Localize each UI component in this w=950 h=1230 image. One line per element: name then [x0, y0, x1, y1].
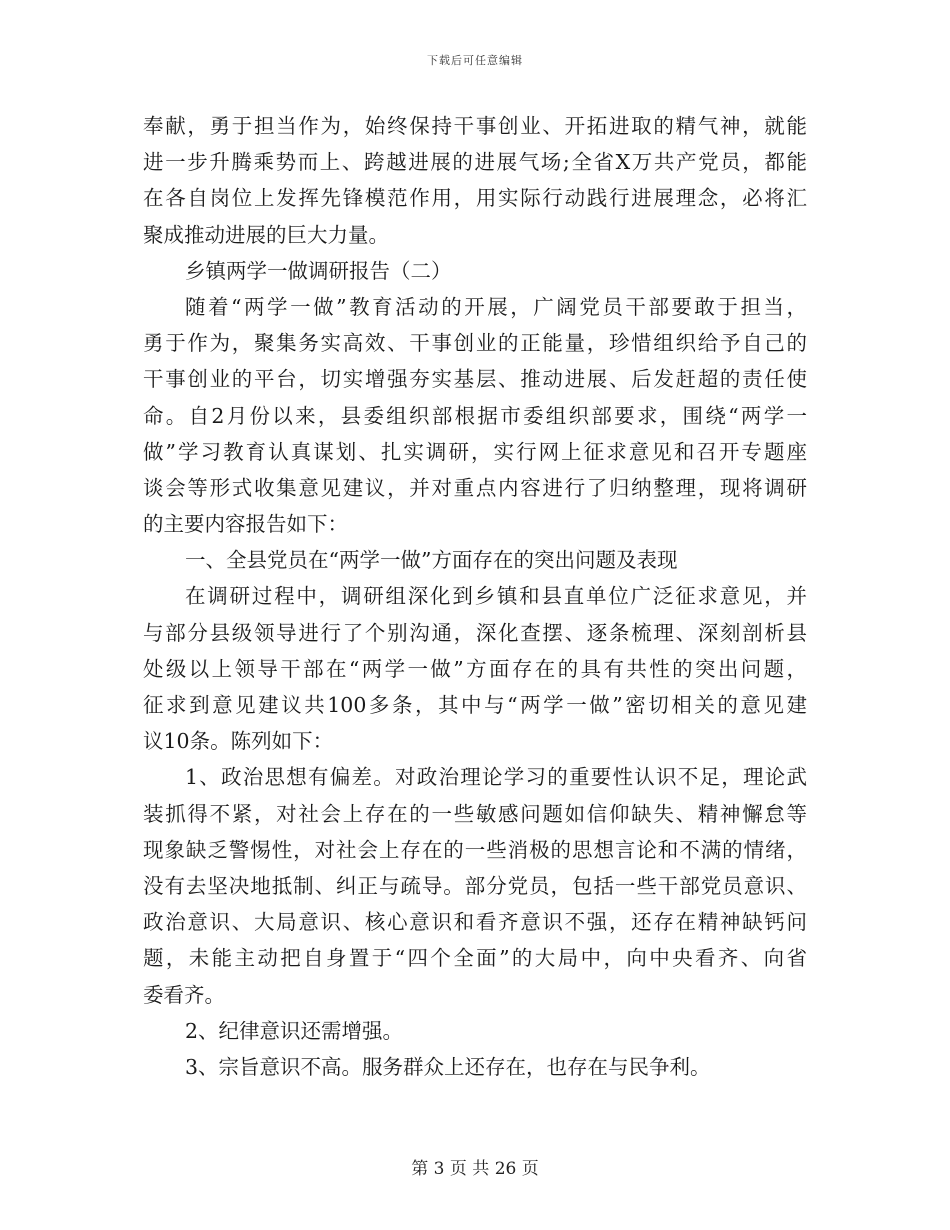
- text-line: 处级以上领导干部在“两学一做”方面存在的具有共性的突出问题，: [143, 656, 807, 681]
- text-line: 一、全县党员在“两学一做”方面存在的突出问题及表现: [185, 548, 678, 573]
- text-line: 3、宗旨意识不高。服务群众上还存在，也存在与民争利。: [185, 1054, 711, 1079]
- text-line: 没有去坚决地抵制、纠正与疏导。部分党员，包括一些干部党员意识、: [143, 873, 807, 898]
- page-header: 下载后可任意编辑: [427, 54, 523, 67]
- text-line: 乡镇两学一做调研报告（二）: [185, 258, 452, 283]
- text-line: 议10条。陈列如下：: [143, 729, 334, 754]
- text-line: 谈会等形式收集意见建议，并对重点内容进行了归纳整理，现将调研: [143, 475, 807, 500]
- text-line: 2、纪律意识还需增强。: [185, 1018, 404, 1043]
- text-line: 在各自岗位上发挥先锋模范作用，用实际行动践行进展理念，必将汇: [143, 186, 807, 211]
- text-line: 题，未能主动把自身置于“四个全面”的大局中，向中央看齐、向省: [143, 946, 807, 971]
- document-body: [143, 108, 807, 1085]
- text-line: 进一步升腾乘势而上、跨越进展的进展气场;全省X万共产党员，都能: [143, 150, 807, 175]
- text-line: 与部分县级领导进行了个别沟通，深化查摆、逐条梳理、深刻剖析县: [143, 620, 807, 645]
- text-line: 征求到意见建议共100多条，其中与“两学一做”密切相关的意见建: [143, 693, 807, 717]
- text-line: 随着“两学一做”教育活动的开展，广阔党员干部要敢于担当，: [185, 294, 807, 319]
- text-line: 1、政治思想有偏差。对政治理论学习的重要性认识不足，理论武: [185, 765, 807, 790]
- text-line: 委看齐。: [143, 982, 225, 1007]
- text-line: 勇于作为，聚集务实高效、干事创业的正能量，珍惜组织给予自己的: [143, 331, 807, 356]
- text-line: 干事创业的平台，切实增强夯实基层、推动进展、后发赶超的责任使: [143, 367, 807, 392]
- text-line: 装抓得不紧，对社会上存在的一些敏感问题如信仰缺失、精神懈怠等: [143, 801, 807, 826]
- text-line: 的主要内容报告如下：: [143, 512, 348, 537]
- text-line: 政治意识、大局意识、核心意识和看齐意识不强，还存在精神缺钙问: [143, 910, 807, 935]
- text-line: 奉献，勇于担当作为，始终保持干事创业、开拓进取的精气神，就能: [143, 114, 807, 138]
- text-line: 命。自2月份以来，县委组织部根据市委组织部要求，围绕“两学一: [143, 403, 807, 428]
- text-line: 现象缺乏警惕性，对社会上存在的一些消极的思想言论和不满的情绪，: [143, 837, 807, 862]
- text-line: 做”学习教育认真谋划、扎实调研，实行网上征求意见和召开专题座: [143, 439, 807, 464]
- text-line: 聚成推动进展的巨大力量。: [143, 222, 389, 247]
- text-line: 在调研过程中，调研组深化到乡镇和县直单位广泛征求意见，并: [185, 584, 807, 609]
- page-number-footer: 第 3 页 共 26 页: [411, 1159, 539, 1179]
